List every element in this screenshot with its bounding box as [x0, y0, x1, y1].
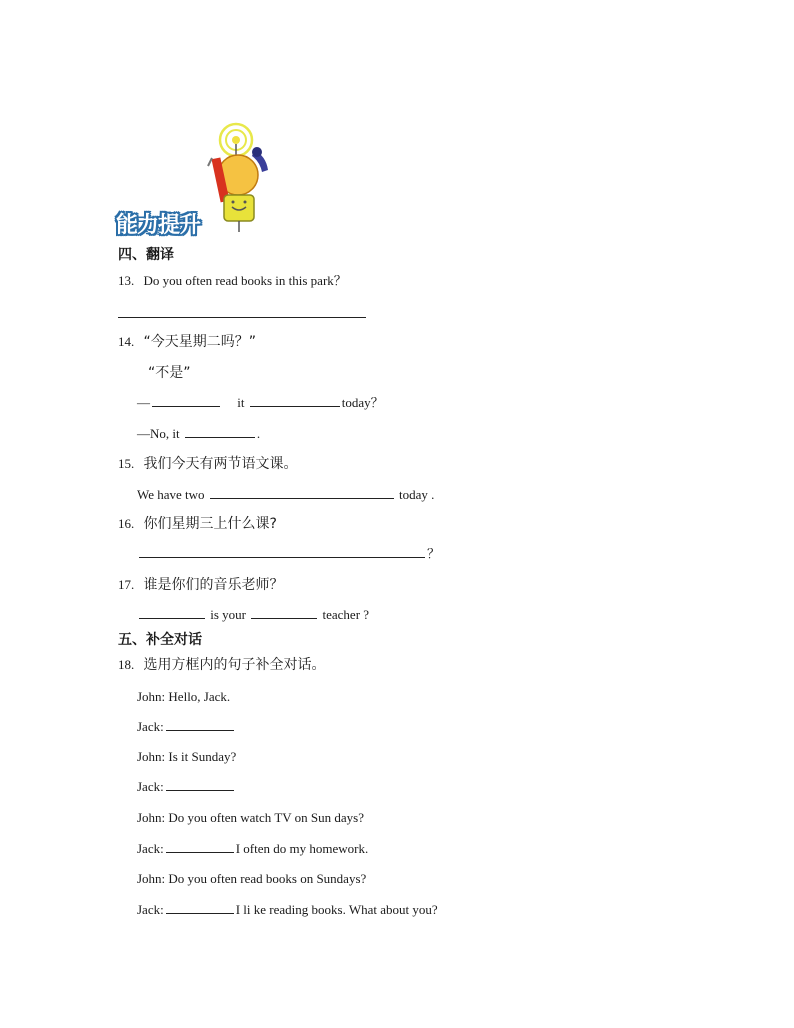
answer-suffix: today . — [399, 487, 435, 502]
dialog-line-4 — [137, 778, 236, 796]
question-16 — [118, 515, 277, 533]
answer-suffix: ？ — [427, 546, 441, 561]
dialog-line-7: John: Do you often read books on Sundays? — [137, 871, 367, 886]
blank-15[interactable] — [210, 486, 394, 499]
question-13 — [118, 272, 347, 290]
speaker: Jack: — [137, 902, 164, 917]
speaker: Jack: — [137, 779, 164, 794]
question-14-line-2 — [137, 425, 260, 443]
question-text: 选用方框内的句子补全对话。 — [143, 657, 326, 673]
blank-14-2[interactable] — [250, 394, 340, 407]
no-it-text: —No, it — [137, 426, 180, 441]
question-text: 我们今天有两节语文课。 — [143, 456, 298, 472]
blank-18-2[interactable] — [166, 778, 234, 791]
section-5-heading: 五、补全对话 — [118, 632, 202, 648]
word-today: today？ — [341, 395, 384, 410]
dialog-line-2 — [137, 718, 236, 736]
question-14 — [118, 333, 256, 351]
question-14-sub: “不是” — [148, 365, 191, 381]
blank-18-4[interactable] — [166, 901, 234, 914]
section-4-heading: 四、翻译 — [118, 247, 174, 263]
blank-18-3[interactable] — [166, 840, 234, 853]
question-text: 你们星期三上什么课? — [143, 516, 277, 532]
blank-14-1[interactable] — [152, 394, 220, 407]
logo-text: 能力提升 — [116, 213, 201, 238]
blank-18-1[interactable] — [166, 718, 234, 731]
question-number: 17. — [118, 577, 135, 592]
answer-mid: is your — [210, 607, 246, 622]
blank-17-1[interactable] — [139, 606, 205, 619]
blank-16[interactable] — [139, 545, 425, 558]
question-17 — [118, 576, 284, 594]
blank-17-2[interactable] — [251, 606, 317, 619]
question-number: 18. — [118, 657, 135, 672]
dialog-line-6 — [137, 840, 368, 858]
question-16-answer — [137, 545, 440, 563]
hot-air-balloon-icon — [202, 120, 287, 242]
dialog-text: I often do my homework. — [235, 841, 369, 856]
speaker: Jack: — [137, 841, 164, 856]
answer-line-13[interactable] — [118, 317, 366, 318]
answer-prefix: We have two — [137, 487, 205, 502]
blank-14-3[interactable] — [185, 425, 255, 438]
question-15-answer — [137, 486, 434, 504]
question-number: 16. — [118, 516, 135, 531]
dialog-line-5: John: Do you often watch TV on Sun days? — [137, 810, 364, 825]
dialog-line-8 — [137, 901, 438, 919]
question-number: 15. — [118, 456, 135, 471]
period: . — [256, 426, 261, 441]
question-18 — [118, 656, 326, 674]
question-15 — [118, 455, 298, 473]
question-number: 14. — [118, 334, 135, 349]
question-number: 13. — [118, 273, 135, 288]
question-text: Do you often read books in this park？ — [143, 273, 347, 288]
speaker: Jack: — [137, 719, 164, 734]
question-14-line-1 — [137, 394, 384, 412]
question-text: 谁是你们的音乐老师？ — [143, 577, 284, 593]
dialog-line-1: John: Hello, Jack. — [137, 689, 231, 704]
word-it: it — [237, 395, 245, 410]
question-17-answer — [137, 606, 369, 624]
dialog-line-3: John: Is it Sunday? — [137, 749, 237, 764]
dash: — — [137, 395, 150, 410]
question-text: “今天星期二吗？” — [143, 334, 257, 350]
answer-suffix: teacher ? — [322, 607, 370, 622]
dialog-text: I li ke reading books. What about you? — [235, 902, 438, 917]
logo-ability-improvement — [112, 120, 287, 242]
